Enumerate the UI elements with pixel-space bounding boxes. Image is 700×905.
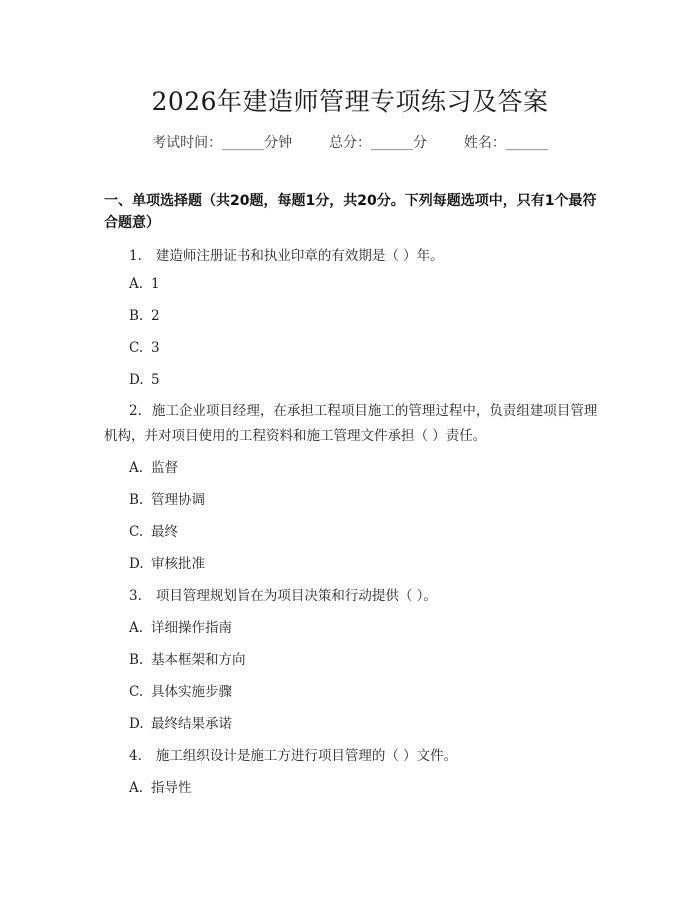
option-2d [129,552,205,572]
total-score-label: 总分： [329,135,371,151]
exam-time-blank: ______ [222,135,265,151]
exam-time-unit: 分钟 [264,135,293,151]
option-text: 指导性 [151,780,192,796]
question-4 [129,744,457,764]
exam-time-label: 考试时间： [152,135,223,151]
option-letter: B. [129,492,144,508]
question-2 [104,399,600,449]
question-text: 建造师注册证书和执业印章的有效期是（ ）年。 [155,248,444,264]
option-text: 5 [151,372,160,388]
option-text: 最终 [151,524,178,540]
question-number: 1. [129,248,142,264]
option-3d [129,712,232,732]
option-letter: C. [129,340,144,356]
question-1 [129,244,444,264]
question-text: 施工组织设计是施工方进行项目管理的（ ）文件。 [155,748,458,764]
question-number: 4. [129,748,142,764]
option-letter: B. [129,652,144,668]
question-3 [129,584,437,604]
option-letter: A. [129,460,144,476]
option-text: 3 [151,340,160,356]
option-letter: C. [129,524,144,540]
option-text: 审核批准 [151,556,205,572]
option-letter: C. [129,684,144,700]
question-number: 3. [129,588,142,604]
option-text: 具体实施步骤 [151,684,232,700]
option-text: 1 [151,276,160,292]
question-text: 施工企业项目经理，在承担工程项目施工的管理过程中，负责组建项目管理机构，并对项目使用的工程资料和施工管理文件承担（ ）责任。 [104,403,598,444]
option-text: 最终结果承诺 [151,716,232,732]
total-score-blank: ______ [371,135,413,151]
option-text: 详细操作指南 [151,620,232,636]
exam-info-line [0,132,700,152]
option-text: 监督 [151,460,178,476]
option-letter: A. [129,620,144,636]
option-text: 管理协调 [151,492,205,508]
option-letter: D. [129,372,144,388]
option-3c [129,680,232,700]
question-number: 2. [129,403,142,419]
option-2c [129,520,178,540]
option-1b [129,308,160,324]
section-heading: 一、单项选择题（共20题，每题1分，共20分。下列每题选项中，只有1个最符合题意） [104,193,597,231]
option-1c [129,340,160,356]
option-letter: B. [129,308,144,324]
option-4a [129,776,192,796]
option-letter: D. [129,716,144,732]
question-text: 项目管理规划旨在为项目决策和行动提供（ ）。 [155,588,437,604]
option-2a [129,456,178,476]
option-letter: A. [129,780,144,796]
option-2b [129,488,205,508]
name-blank: ______ [505,135,548,151]
option-1d [129,372,160,388]
option-1a [129,276,160,292]
total-score-unit: 分 [413,135,427,151]
document-title: 2026年建造师管理专项练习及答案 [151,87,549,116]
option-letter: A. [129,276,144,292]
option-text: 2 [151,308,160,324]
option-letter: D. [129,556,144,572]
option-3a [129,616,232,636]
name-label: 姓名： [463,135,506,151]
option-3b [129,648,246,668]
option-text: 基本框架和方向 [151,652,246,668]
